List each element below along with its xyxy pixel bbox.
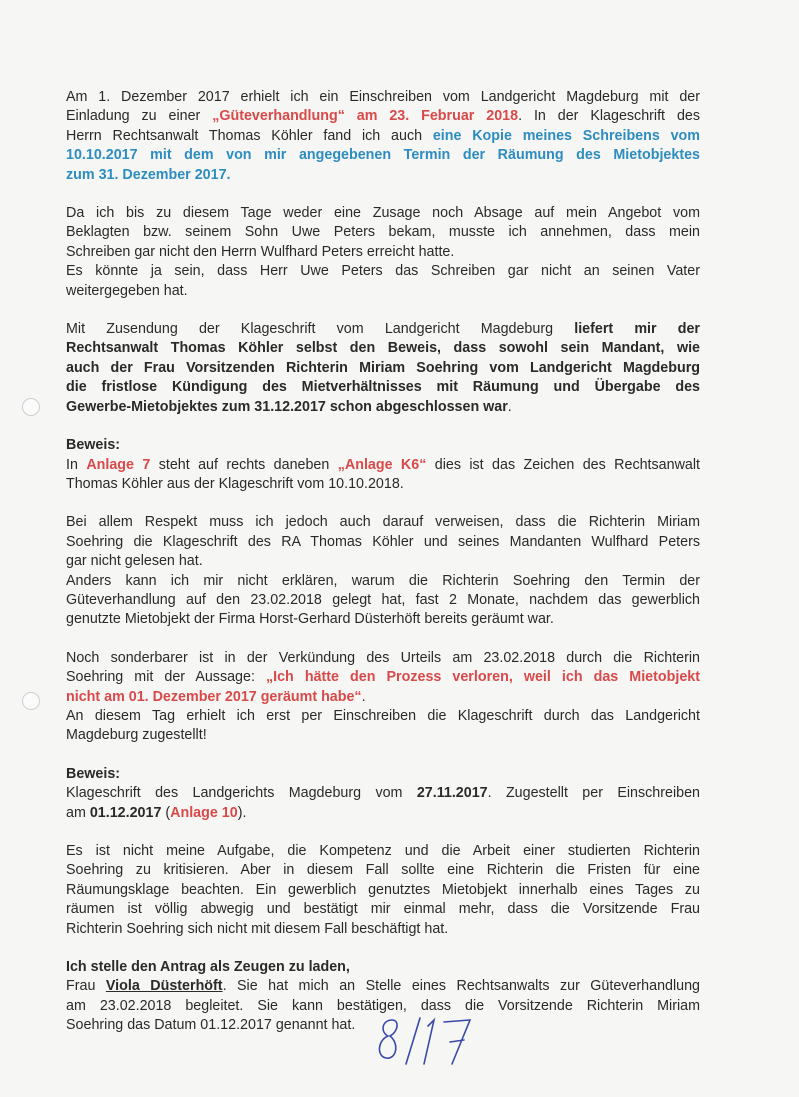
text-line [66, 456, 700, 475]
text-span: dies ist das Zeichen des Rechtsanwalt [426, 456, 700, 473]
text-span: Klageschrift des Landgerichts Magdeburg vom [66, 785, 417, 802]
text-span: . In der Klageschrift des [518, 108, 700, 125]
text-span: Soehring mit der Aussage: [66, 669, 266, 686]
text-line: Soehring das Datum 01.12.2017 genannt hat. [66, 1017, 356, 1034]
text-line: Schreiben gar nicht den Herrn Wulfhard Peters erreicht hatte. [66, 243, 455, 260]
text-line [66, 977, 700, 996]
text-span: Frau [66, 978, 106, 995]
text-line [66, 127, 700, 146]
bold-text: die fristlose Kündigung des Mietverhältnisses mit Räumung und Übergabe des [66, 379, 700, 396]
text-span: Herrn Rechtsanwalt Thomas Köhler fand ich auch [66, 127, 433, 144]
bold-text: 01.12.2017 [89, 804, 162, 821]
text-line: gar nicht gelesen hat. [66, 553, 203, 570]
punch-hole [22, 692, 40, 710]
highlight-red: „Güteverhandlung“ am 23. Februar 2018 [212, 108, 519, 125]
text-line [66, 398, 700, 417]
text-span: ). [237, 804, 247, 821]
text-line: Räumungsklage beachten. Ein gewerblich genutztes Mietobjekt innerhalb eines Tages zu [66, 881, 700, 898]
text-span: Mit Zusendung der Klageschrift vom Landgericht Magdeburg [66, 321, 575, 338]
text-line: Soehring zu kritisieren. Aber in diesem Fall sollte eine Richterin die Fristen für eine [66, 862, 700, 879]
text-line [66, 668, 700, 687]
paragraph-2 [66, 204, 700, 301]
text-line: Anders kann ich mir nicht erklären, warum die Richterin Soehring den Termin der [66, 572, 700, 589]
bold-text: Gewerbe-Mietobjektes zum 31.12.2017 schon abgeschlossen war [66, 398, 508, 415]
highlight-red: „Anlage K6“ [337, 456, 427, 473]
text-span: . [361, 688, 366, 705]
text-line: An diesem Tag erhielt ich erst per Einschreiben die Klageschrift durch das Landgericht [66, 707, 700, 724]
text-span: steht auf rechts daneben [150, 456, 338, 473]
bold-text: 27.11.2017 [416, 785, 488, 802]
section-heading: Beweis: [66, 437, 121, 454]
text-line: Richterin Soehring sich nicht mit diesem Fall beschäftigt hat. [66, 920, 449, 937]
paragraph-4 [66, 436, 700, 494]
highlight-blue: zum 31. Dezember 2017. [66, 166, 231, 183]
paragraph-6 [66, 649, 700, 746]
bold-text: Rechtsanwalt Thomas Köhler selbst den Beweis, dass sowohl sein Mandant, wie [66, 340, 700, 357]
text-line [66, 107, 700, 126]
text-line: Güteverhandlung auf den 23.02.2018 gelegt hat, fast 2 Monate, nachdem das gewerblich [66, 591, 700, 608]
text-line: Beklagten bzw. seinem Sohn Uwe Peters bekam, musste ich annehmen, dass mein [66, 224, 700, 241]
text-line: Bei allem Respekt muss ich jedoch auch darauf verweisen, dass die Richterin Miriam [66, 514, 700, 531]
text-line: räumen ist völlig abwegig und bestätigt mir einmal mehr, dass die Vorsitzende Frau [66, 901, 700, 918]
text-line [66, 688, 700, 707]
text-line: Thomas Köhler aus der Klageschrift vom 10.10.2018. [66, 475, 404, 492]
text-line: Noch sonderbarer ist in der Verkündung des Urteils am 23.02.2018 durch die Richterin [66, 649, 700, 666]
text-line: Es ist nicht meine Aufgabe, die Kompetenz und die Arbeit einer studierten Richterin [66, 843, 700, 859]
highlight-red: Anlage 7 [86, 456, 151, 473]
paragraph-3 [66, 320, 700, 417]
paragraph-7 [66, 765, 700, 823]
text-line [66, 784, 700, 803]
text-span: Einladung zu einer [66, 108, 213, 125]
text-line: Magdeburg zugestellt! [66, 727, 207, 744]
text-line [66, 804, 700, 823]
section-heading: Beweis: [66, 765, 121, 782]
text-line: Da ich bis zu diesem Tage weder eine Zusage noch Absage auf mein Angebot vom [66, 205, 700, 222]
text-line: Am 1. Dezember 2017 erhielt ich ein Einschreiben vom Landgericht Magdeburg mit der [66, 89, 700, 105]
text-line: genutzte Mietobjekt der Firma Horst-Gerhard Düsterhöft bereits geräumt war. [66, 611, 554, 628]
punch-hole [22, 398, 40, 416]
paragraph-1 [66, 88, 700, 185]
text-span: . Sie hat mich an Stelle eines Rechtsanwalts zur Güteverhandlung [222, 978, 701, 995]
witness-name: Viola Düsterhöft [105, 978, 223, 995]
text-span: am [66, 804, 90, 821]
highlight-blue: 10.10.2017 mit dem von mir angegebenen Termin der Räumung des Mietobjektes [66, 147, 700, 164]
paragraph-5 [66, 513, 700, 629]
bold-text: auch der Frau Vorsitzenden Richterin Miriam Soehring vom Landgericht Magdeburg [66, 359, 700, 376]
paragraph-8 [66, 842, 700, 939]
handwritten-page-number [372, 1012, 482, 1072]
highlight-blue: eine Kopie meines Schreibens vom [432, 127, 700, 144]
text-span: . Zugestellt per Einschreiben [487, 785, 700, 802]
text-line: weitergegeben hat. [66, 282, 188, 299]
highlight-red: „Ich hätte den Prozess verloren, weil ich das Mietobjekt [265, 669, 700, 686]
text-span: . [507, 398, 512, 415]
section-heading: Ich stelle den Antrag als Zeugen zu laden, [66, 959, 350, 976]
bold-text: liefert mir der [574, 321, 700, 338]
text-span: ( [161, 804, 171, 821]
text-line: Soehring die Klageschrift des RA Thomas Köhler und seines Mandanten Wulfhard Peters [66, 533, 700, 550]
text-line [66, 320, 700, 339]
text-line: am 23.02.2018 begleitet. Sie kann bestätigen, dass die Vorsitzende Richterin Miriam [66, 997, 700, 1014]
text-span: In [66, 456, 87, 473]
highlight-red: Anlage 10 [170, 804, 238, 821]
text-line: Es könnte ja sein, dass Herr Uwe Peters das Schreiben gar nicht an seinen Vater [66, 263, 700, 280]
highlight-red: nicht am 01. Dezember 2017 geräumt habe“ [66, 688, 362, 705]
letter-body [66, 88, 700, 1055]
